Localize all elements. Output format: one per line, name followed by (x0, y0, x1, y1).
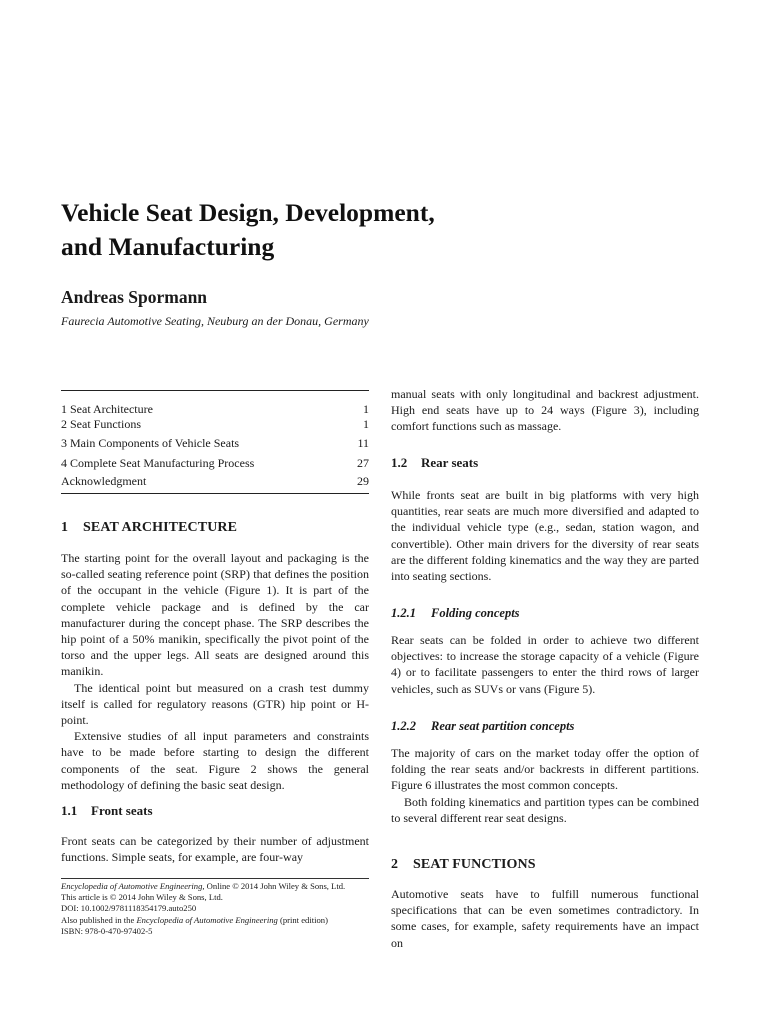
toc-entry-label: 2 Seat Functions (61, 417, 141, 431)
footer-isbn: ISBN: 978-0-470-97402-5 (61, 925, 153, 936)
section-number: 1 (61, 520, 69, 535)
section-title: SEAT FUNCTIONS (413, 857, 536, 872)
section-heading (391, 856, 536, 874)
toc-entry[interactable] (61, 435, 369, 451)
title-line-1: Vehicle Seat Design, Development, (61, 198, 435, 227)
subsection-title: Rear seats (421, 455, 479, 470)
footnote-rule (61, 878, 369, 879)
subsection-title: Front seats (91, 803, 153, 818)
journal-name: Encyclopedia of Automotive Engineering (61, 881, 203, 891)
subsection-1-2-body (391, 487, 699, 584)
footer-doi: DOI: 10.1002/9781118354179.auto250 (61, 903, 197, 914)
subsubsection-heading (391, 605, 520, 622)
footer-text: , Online © 2014 John Wiley & Sons, Ltd. (202, 881, 346, 891)
subsection-1-1-body (61, 833, 369, 865)
subsection-1-2-2-body (391, 745, 699, 826)
subsubsection-title: Rear seat partition concepts (431, 719, 575, 733)
copyright-footer (61, 881, 381, 937)
subsection-number: 1.2 (391, 455, 408, 470)
subsection-1-2-1-body (391, 632, 699, 697)
section-number: 2 (391, 857, 399, 872)
subsubsection-number: 1.2.1 (391, 606, 416, 620)
toc-entry[interactable] (61, 455, 369, 471)
toc-entry-label: 4 Complete Seat Manufacturing Process (61, 456, 255, 470)
subsection-number: 1.1 (61, 803, 78, 818)
subsubsection-heading (391, 718, 574, 735)
toc-entry-label: 1 Seat Architecture (61, 402, 153, 416)
section-heading (61, 519, 237, 537)
toc-entry-page: 29 (357, 474, 369, 488)
toc-top-rule (61, 390, 369, 391)
toc-entry-page: 27 (357, 456, 369, 470)
paragraph: While fronts seat are built in big platforms with very high quantities, rear seats are much more diversified and adapted to the individual vehicle type (e.g., sedan, station wagon, and convertible). Other main drivers for the diversity of rear seats are the different folding kinematics and the way they are parted into seating sections. (391, 488, 699, 584)
toc-entry[interactable] (61, 401, 369, 417)
paragraph: The identical point but measured on a crash test dummy itself is called for regulatory reasons (GTR) hip point or H-point. (61, 680, 369, 728)
toc-entry[interactable] (61, 473, 369, 489)
subsubsection-number: 1.2.2 (391, 719, 416, 733)
author-affiliation: Faurecia Automotive Seating, Neuburg an der Donau, Germany (61, 314, 369, 328)
footer-text: (print edition) (277, 914, 328, 925)
paragraph: The majority of cars on the market today offer the option of folding the rear seats and/or backrests in different partitions. Figure 6 illustrates the most common concepts. (391, 746, 699, 793)
section-2-body (391, 886, 699, 951)
continued-text (391, 386, 699, 435)
paragraph: Extensive studies of all input parameters and constraints have to be made before starting to design the different components of the seat. Figure 2 shows the general methodology of defining the basic seat design. (61, 729, 369, 792)
paragraph: Both folding kinematics and partition types can be combined to several different rear seat designs. (391, 794, 699, 825)
article-title (61, 196, 581, 264)
toc-entry-page: 1 (363, 402, 369, 416)
paragraph: manual seats with only longitudinal and backrest adjustment. High end seats have up to 24 ways (Figure 3), including comfort functions such as massage. (391, 387, 699, 434)
footer-copyright: This article is © 2014 John Wiley & Sons, Ltd. (61, 892, 223, 903)
subsection-heading (391, 454, 478, 471)
paragraph: Rear seats can be folded in order to achieve two different objectives: to increase the storage capacity of a vehicle (Figure 4) or to facilitate passengers to enter the third rows of larger vehicles, such as SUVs or vans (Figure 5). (391, 633, 699, 696)
paragraph: Automotive seats have to fulfill numerous functional specifications that can be even sometimes contradictory. In some cases, for example, safety requirements have an impact on (391, 887, 699, 950)
toc-entry-label: 3 Main Components of Vehicle Seats (61, 436, 240, 450)
toc-entry-label: Acknowledgment (61, 474, 147, 488)
toc-bottom-rule (61, 493, 369, 494)
toc-entry[interactable] (61, 416, 369, 432)
footer-text: Also published in the (61, 914, 137, 925)
section-1-body (61, 550, 369, 793)
toc-entry-page: 11 (357, 436, 369, 450)
subsubsection-title: Folding concepts (431, 606, 520, 620)
subsection-heading (61, 802, 153, 819)
toc-entry-page: 1 (363, 417, 369, 431)
paragraph: The starting point for the overall layout and packaging is the so-called seating reference point (SRP) that defines the position of the occupant in the vehicle (Figure 1). It is part of the complete vehicle package and is defined by the car manufacturer during the concept phase. The SRP describes the hip point of a 50% manikin, specifically the pivot point of the torso and the upper legs. All seats are designed around this manikin. (61, 551, 369, 679)
journal-name: Encyclopedia of Automotive Engineering (136, 914, 278, 925)
paragraph: Front seats can be categorized by their number of adjustment functions. Simple seats, for example, are four-way (61, 834, 369, 865)
title-line-2: and Manufacturing (61, 232, 275, 261)
author-name: Andreas Spormann (61, 287, 208, 307)
section-title: SEAT ARCHITECTURE (83, 520, 238, 535)
